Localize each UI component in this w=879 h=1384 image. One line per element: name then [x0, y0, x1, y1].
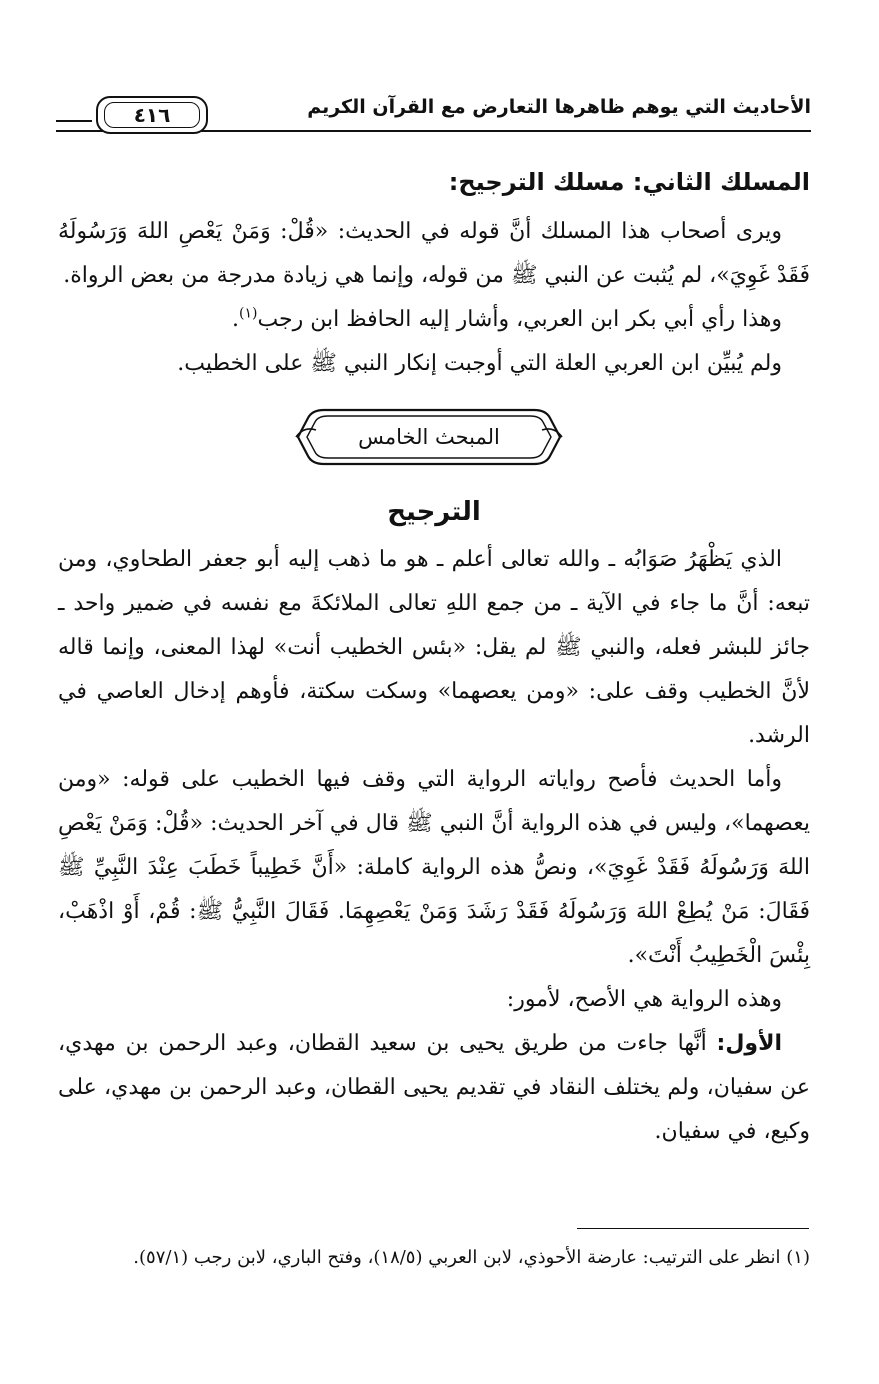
- page-number-frame: [96, 96, 208, 134]
- page-header: [56, 92, 811, 136]
- paragraph-text: أنَّها جاءت من طريق يحيى بن سعيد القطان، وعبد الرحمن بن مهدي، عن سفيان، ولم يختلف النقاد في تقديم يحيى القطان، وعبد الرحمن بن مهدي، على وكيع، في سفيان.: [58, 1031, 810, 1144]
- paragraph: ويرى أصحاب هذا المسلك أنَّ قوله في الحديث: «قُلْ: وَمَنْ يَعْصِ اللهَ وَرَسُولَهُ فَقَدْ غَوِيَ»، لم يُثبت عن النبي ﷺ من قوله، وإنما هي زيادة مدرجة من بعض الرواة.: [58, 219, 810, 288]
- paragraph: [58, 1022, 810, 1154]
- chapter-title: الترجيح: [387, 497, 481, 527]
- paragraph: وهذه الرواية هي الأصح، لأمور:: [506, 987, 782, 1012]
- chapter-label: المبحث الخامس: [358, 425, 500, 449]
- paragraph: الذي يَظْهَرُ صَوَابُه ـ والله تعالى أعلم ـ هو ما ذهب إليه أبو جعفر الطحاوي، ومن تبعه: أنَّ ما جاء في الآية ـ من جمع اللهِ تعالى الملائكةَ مع نفسه في ضمير واحد ـ جائز للبشر فعله، والنبي ﷺ لم يقل: «بئس الخطيب أنت» لهذا المعنى، وإنما قاله لأنَّ الخطيب وقف على: «ومن يعصهما» وسكت سكتة، فأوهم إدخال العاصي في الرشد.: [58, 547, 810, 748]
- footnote-separator: [577, 1228, 809, 1229]
- header-rule-short: [56, 120, 92, 122]
- point-label: الأول:: [716, 1031, 782, 1056]
- page-body: [58, 160, 810, 1154]
- paragraph: ولم يُبيِّن ابن العربي العلة التي أوجبت إنكار النبي ﷺ على الخطيب.: [177, 351, 782, 376]
- paragraph-end: .: [231, 307, 239, 332]
- chapter-ornament: [58, 400, 810, 486]
- page-number: ٤١٦: [104, 102, 200, 128]
- paragraph-text: وهذا رأي أبي بكر ابن العربي، وأشار إليه الحافظ ابن رجب: [257, 307, 782, 332]
- footnote: (١) انظر على الترتيب: عارضة الأحوذي، لابن العربي (١٨/٥)، وفتح الباري، لابن رجب (٥٧/١).: [133, 1247, 810, 1268]
- footnote-ref[interactable]: (١): [238, 305, 258, 322]
- running-title: الأحاديث التي يوهم ظاهرها التعارض مع القرآن الكريم: [307, 96, 811, 118]
- section-heading: المسلك الثاني: مسلك الترجيح:: [448, 168, 810, 196]
- paragraph: [58, 298, 810, 342]
- paragraph: وأما الحديث فأصح رواياته الرواية التي وقف فيها الخطيب على قوله: «ومن يعصهما»، وليس في هذه الرواية أنَّ النبي ﷺ قال في آخر الحديث: «قُلْ: وَمَنْ يَعْصِ اللهَ وَرَسُولَهُ فَقَدْ غَوِيَ»، ونصُّ هذه الرواية كاملة: «أَنَّ خَطِيباً خَطَبَ عِنْدَ النَّبِيِّ ﷺ فَقَالَ: مَنْ يُطِعْ اللهَ وَرَسُولَهُ فَقَدْ رَشَدَ وَمَنْ يَعْصِهِمَا. فَقَالَ النَّبِيُّ ﷺ: قُمْ، أَوْ اذْهَبْ، بِئْسَ الْخَطِيبُ أَنْتَ».: [58, 767, 810, 968]
